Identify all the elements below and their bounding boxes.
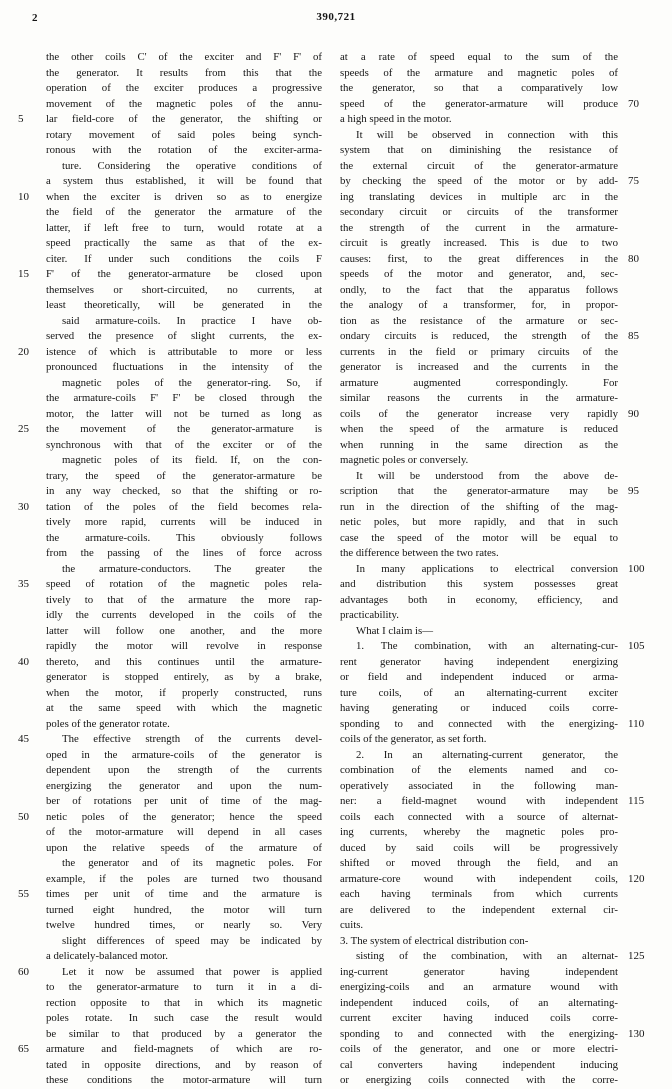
text-line: citer. If under such conditions the coils F: [46, 252, 322, 265]
text-line: a high speed in the motor.: [340, 113, 452, 125]
line-number: 60: [18, 965, 29, 978]
text-line: causes: first, to the great differences in the: [340, 252, 618, 265]
text-line: the armature-coils F' F' be closed through the: [46, 392, 322, 404]
text-line: synchronous with that of the exciter or of the: [46, 438, 322, 451]
left-column: [46, 50, 322, 1089]
text-line: when running in the same direction as the: [340, 438, 618, 451]
text-line: coils each connected with a source of alternat-: [340, 810, 618, 823]
text-line: armature-core wound with independent coils,: [340, 872, 618, 885]
text-line: energizing-coils and an armature wound with: [340, 981, 618, 993]
text-line: 3. The system of electrical distribution con-: [340, 934, 529, 947]
text-line: magnetic poles of its field. If, on the con-: [62, 454, 322, 466]
text-line: the external circuit of the generator-armature: [340, 159, 618, 172]
text-line: ing-current generator having independent: [340, 965, 618, 978]
text-line: The effective strength of the currents devel-: [62, 733, 322, 745]
text-line: each having terminals from which currents: [340, 888, 618, 900]
line-number: 35: [18, 578, 29, 590]
text-line: dependent upon the strength of the currents: [46, 764, 322, 776]
text-line: generator is increased and the currents in the: [340, 361, 618, 373]
text-line: poles of the generator rotate.: [46, 717, 170, 730]
text-line: currents in the field or primary circuits of the: [340, 345, 618, 358]
text-line: a system thus established, it will be found that: [46, 175, 322, 187]
text-line: 2. In an alternating-current generator, the: [356, 748, 618, 761]
text-line: speed practically the same as that of the ex-: [46, 237, 322, 249]
text-line: sponding to and connected with the energizing-: [340, 717, 618, 730]
text-line: ing translating devices in multiple arc in the: [340, 190, 618, 203]
text-line: system that on diminishing the resistance of: [340, 144, 618, 156]
text-line: are delivered to the independent external cir-: [340, 903, 618, 916]
text-line: energizing the generator and upon the num-: [46, 779, 322, 792]
text-line: idly the currents developed in the coils of the: [46, 609, 322, 621]
text-line: served the presence of slight currents, the ex-: [46, 330, 322, 342]
text-line: at the same speed with which the magnetic: [46, 702, 322, 714]
text-line: the movement of the generator-armature is: [46, 423, 322, 435]
text-line: or energizing coils connected with the corre-: [340, 1074, 618, 1086]
text-line: current exciter having induced coils corre-: [340, 1012, 618, 1024]
text-line: times per unit of time and the armature is: [46, 888, 322, 900]
text-line: of the motor-armature will depend in all cases: [46, 826, 322, 838]
text-line: said armature-coils. In practice I have ob-: [62, 314, 322, 327]
text-line: speeds of the armature and magnetic poles of: [340, 66, 618, 79]
line-number: 125: [628, 950, 645, 962]
text-line: the generator, so that a comparatively low: [340, 82, 618, 94]
text-line: from the passing of the lines of force across: [46, 547, 322, 559]
text-line: armature and field-magnets of which are ro-: [46, 1043, 322, 1055]
text-line: sisting of the combination, with an alternat-: [356, 950, 618, 962]
text-line: at a rate of speed equal to the sum of the: [340, 51, 618, 63]
text-line: the generator and of its magnetic poles. For: [62, 857, 322, 869]
line-number: 105: [628, 640, 645, 652]
text-line: tation of the poles of the field becomes rela-: [46, 500, 322, 513]
text-line: magnetic poles or conversely.: [340, 454, 469, 466]
text-line: these conditions the motor-armature will turn: [46, 1074, 322, 1086]
text-line: and distribution this system possesses great: [340, 578, 618, 590]
text-line: upon the relative speeds of the armature of: [46, 841, 322, 854]
text-line: by checking the speed of the motor or by add-: [340, 175, 618, 187]
text-line: speeds of the motor and generator, and, sec-: [340, 268, 618, 280]
text-line: the strength of the current in the armature-: [340, 221, 618, 234]
text-line: run in the direction of the shifting of the mag-: [340, 500, 618, 513]
text-line: speed of rotation of the magnetic poles rela-: [46, 578, 322, 590]
text-line: What I claim is—: [356, 624, 434, 637]
text-line: ronous with the rotation of the exciter-arma-: [46, 144, 322, 156]
line-number: 50: [18, 810, 29, 823]
text-line: a delicately-balanced motor.: [46, 950, 169, 962]
text-line: pronounced fluctuations in the intensity of the: [46, 361, 322, 373]
text-line: in any way checked, so that the shifting or ro-: [46, 485, 322, 497]
text-line: rent generator having independent energizing: [340, 655, 618, 668]
text-line: case the speed of the motor will be equal to: [340, 531, 618, 544]
text-line: ondary circuits is reduced, the strength of the: [340, 330, 618, 342]
line-number: 70: [628, 97, 639, 110]
text-line: istence of which is attributable to more or less: [46, 345, 322, 358]
text-line: duced by said coils will be progressively: [340, 841, 618, 854]
text-line: least theoretically, will be generated in the: [46, 299, 322, 311]
right-column: [340, 50, 618, 1089]
text-line: turned eight hundred, the motor will turn: [46, 903, 322, 916]
text-line: when the speed of the armature is reduced: [340, 423, 618, 435]
text-line: operatively associated in the following man-: [340, 779, 618, 792]
text-line: ner: a field-magnet wound with independent: [340, 795, 618, 807]
text-line: latter, if left free to turn, would rotate at a: [46, 221, 322, 234]
text-line: ture coils, of an alternating-current exciter: [340, 686, 618, 699]
text-line: sponding to and connected with the energizing-: [340, 1027, 618, 1040]
line-number: 10: [18, 190, 29, 203]
text-line: It will be understood from the above de-: [356, 469, 618, 482]
text-line: lar field-core of the generator, the shifting or: [46, 113, 322, 125]
text-line: similar reasons the currents in the armature-: [340, 392, 618, 404]
text-line: Let it now be assumed that power is applied: [62, 965, 322, 978]
line-number: 95: [628, 485, 639, 497]
line-number: 45: [18, 733, 29, 745]
text-line: tion as the resistance of the armature or sec-: [340, 314, 618, 327]
text-line: netic poles of the generator; hence the speed: [46, 810, 322, 823]
text-line: netic poles, but more rapidly, and that in such: [340, 516, 618, 528]
line-number: 40: [18, 655, 29, 668]
text-line: armature augmented correspondingly. For: [340, 376, 618, 389]
text-line: the difference between the two rates.: [340, 547, 499, 559]
text-line: ing currents, whereby the magnetic poles pro-: [340, 826, 618, 838]
text-line: oped in the armature-coils of the generator is: [46, 748, 322, 761]
text-line: to the generator-armature to turn it in a di-: [46, 981, 322, 993]
text-line: generator is stopped entirely, as by a brake,: [46, 671, 322, 683]
text-line: practicability.: [340, 609, 399, 621]
text-line: movement of the magnetic poles of the annu-: [46, 97, 322, 110]
text-line: the generator. It results from this that the: [46, 66, 322, 79]
line-number: 80: [628, 252, 639, 265]
text-line: magnetic poles of the generator-ring. So, if: [62, 376, 322, 389]
text-line: ber of rotations per unit of time of the mag-: [46, 795, 322, 807]
text-line: coils of the generator increase very rapidly: [340, 407, 618, 420]
text-line: cuits.: [340, 919, 364, 931]
line-number: 25: [18, 423, 29, 435]
text-line: speed of the generator-armature will produce: [340, 97, 618, 110]
text-line: tively more rapid, currents will be induced in: [46, 516, 322, 528]
line-number: 130: [628, 1027, 645, 1040]
text-line: the field of the generator the armature of the: [46, 206, 322, 218]
text-line: coils of the generator, and one or more electri-: [340, 1043, 618, 1055]
text-line: the armature-conductors. The greater the: [62, 562, 322, 575]
text-line: motor, the latter will not be turned as long as: [46, 407, 322, 420]
line-number: 5: [18, 113, 24, 125]
text-line: shifted or moved through the field, and an: [340, 857, 618, 869]
line-number: 65: [18, 1043, 29, 1055]
text-line: when the exciter is driven so as to energize: [46, 190, 322, 203]
text-line: ondly, to the fact that the apparatus follows: [340, 283, 618, 296]
text-line: secondary circuit or circuits of the transformer: [340, 206, 618, 218]
text-line: ture. Considering the operative conditions of: [62, 159, 322, 172]
text-line: when the motor, if properly constructed, runs: [46, 686, 322, 699]
text-line: thereto, and this continues until the armature-: [46, 655, 322, 668]
line-number: 20: [18, 345, 29, 358]
text-line: the armature-coils. This obviously follows: [46, 531, 322, 544]
text-line: rotary movement of said poles being synch-: [46, 128, 322, 141]
text-line: be similar to that produced by a generator the: [46, 1027, 322, 1040]
text-line: scription that the generator-armature may be: [340, 485, 618, 497]
text-line: rapidly the motor will revolve in response: [46, 640, 322, 652]
text-line: having generating or induced coils corre-: [340, 702, 618, 714]
line-number: 85: [628, 330, 639, 342]
text-line: poles rotate. In such case the result would: [46, 1012, 322, 1024]
line-number: 90: [628, 407, 639, 420]
text-line: circuit is greatly increased. This is due to two: [340, 237, 618, 249]
text-line: tively to that of the armature the more rap-: [46, 593, 322, 606]
line-number: 55: [18, 888, 29, 900]
line-number: 115: [628, 795, 645, 807]
text-line: or field and independent induced or arma-: [340, 671, 618, 683]
text-line: 1. The combination, with an alternating-cur-: [356, 640, 618, 652]
text-line: advantages both in economy, efficiency, and: [340, 593, 618, 606]
text-line: the analogy of a transformer, for, in propor-: [340, 299, 618, 311]
text-line: tated in opposite directions, and by reason of: [46, 1058, 322, 1071]
text-line: slight differences of speed may be indicated by: [62, 934, 322, 947]
text-line: It will be observed in connection with this: [356, 128, 618, 141]
page-number: 2: [32, 12, 38, 24]
text-line: cal converters having independent inducing: [340, 1058, 618, 1071]
line-number: 100: [628, 562, 645, 575]
patent-number: 390,721: [316, 11, 356, 23]
text-line: In many applications to electrical conversion: [356, 562, 618, 575]
line-number: 30: [18, 500, 29, 513]
text-line: example, if the poles are turned two thousand: [46, 872, 322, 885]
text-line: independent induced coils, of an alternating-: [340, 996, 618, 1009]
line-number: 120: [628, 872, 645, 885]
line-number: 75: [628, 175, 639, 187]
text-line: combination of the elements named and co-: [340, 764, 618, 776]
line-number: 110: [628, 717, 645, 730]
text-line: trary, the speed of the generator-armature be: [46, 469, 322, 482]
text-line: rection opposite to that in which its magnetic: [46, 996, 322, 1009]
text-line: operation of the exciter produces a progressive: [46, 82, 322, 94]
text-line: twelve hundred times, or nearly so. Very: [46, 919, 322, 931]
text-line: the other coils C' of the exciter and F' F' of: [46, 51, 322, 63]
text-line: latter will follow one another, and the more: [46, 624, 322, 637]
text-line: coils of the generator, as set forth.: [340, 733, 487, 745]
text-line: F' of the generator-armature be closed upon: [46, 268, 322, 280]
text-line: themselves or short-circuited, no currents, at: [46, 283, 322, 296]
line-number: 15: [18, 268, 29, 280]
